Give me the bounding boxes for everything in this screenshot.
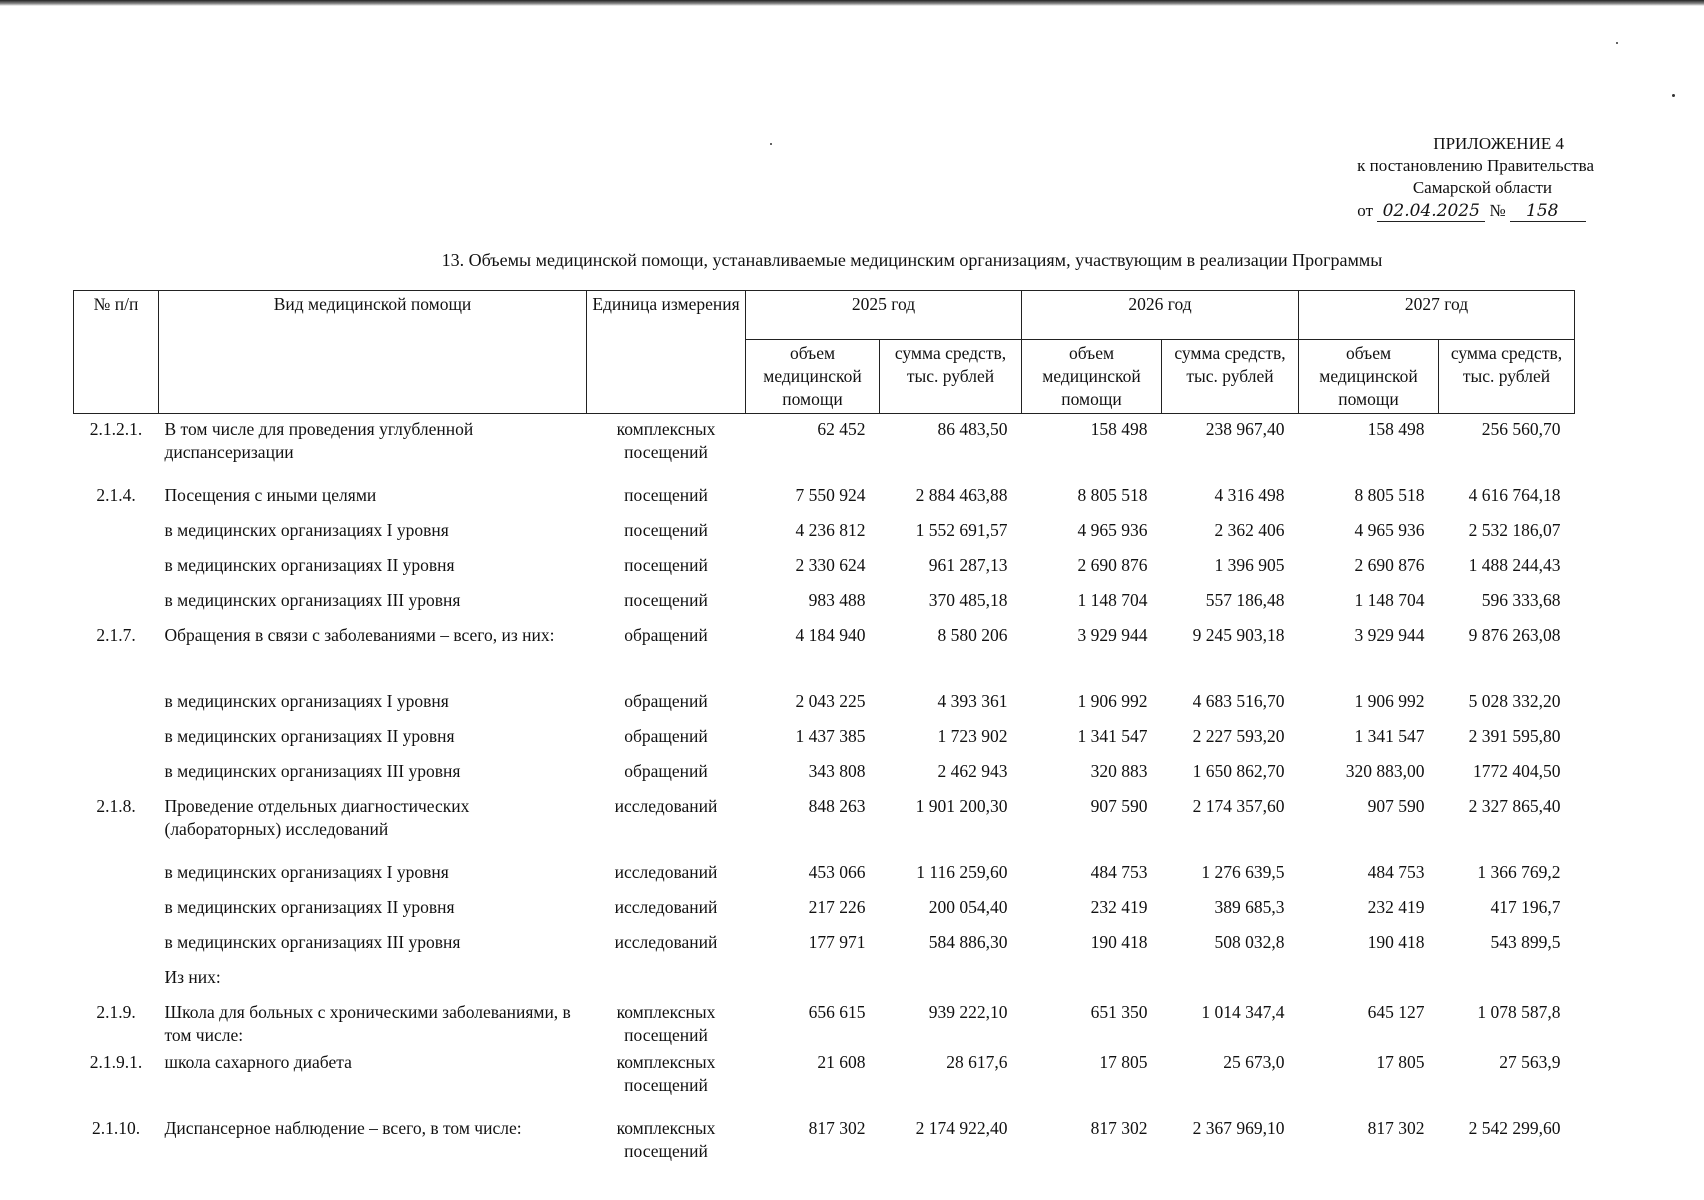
value-2027-sum: 1772 404,50 — [1473, 761, 1561, 781]
scan-speck — [1672, 94, 1675, 97]
row-code: 2.1.2.1. — [89, 419, 143, 439]
header-year-2027: 2027 год — [1299, 291, 1575, 340]
value-2027-volume — [1299, 962, 1439, 997]
value-2025-sum: 8 580 206 — [937, 625, 1008, 645]
value-2027-volume: 3 929 944 — [1354, 625, 1425, 645]
table-row — [74, 515, 1575, 550]
value-2026-volume: 320 883 — [1090, 761, 1148, 781]
table-row — [74, 962, 1575, 997]
row-name: в медицинских организациях II уровня — [164, 555, 455, 575]
row-unit: обращений — [624, 761, 708, 781]
value-2027-sum: 543 899,5 — [1490, 932, 1561, 952]
value-2025-sum: 1 116 259,60 — [916, 862, 1008, 882]
row-code — [74, 756, 159, 791]
value-2027-volume: 2 690 876 — [1354, 555, 1425, 575]
row-unit: посещений — [624, 555, 708, 575]
value-2027-volume: 907 590 — [1367, 796, 1425, 816]
value-2025-sum: 584 886,30 — [928, 932, 1008, 952]
number-label: № — [1489, 201, 1506, 220]
value-2026-volume: 190 418 — [1090, 932, 1148, 952]
appendix-line-3: Самарской области — [1412, 178, 1552, 197]
value-2027-sum: 2 542 299,60 — [1468, 1118, 1561, 1138]
value-2027-volume: 1 148 704 — [1354, 590, 1425, 610]
value-2027-sum — [1439, 962, 1575, 997]
handwritten-date: 02.04.2025 — [1377, 201, 1485, 222]
table-row — [74, 1047, 1575, 1113]
row-code — [74, 550, 159, 585]
row-name: Школа для больных с хроническими заболеваниями, в том числе: — [164, 1002, 571, 1045]
table-row — [74, 686, 1575, 721]
value-2026-sum: 557 186,48 — [1205, 590, 1285, 610]
row-name: Посещения с иными целями — [164, 485, 377, 505]
row-name: Обращения в связи с заболеваниями – всего, из них: — [164, 625, 555, 645]
handwritten-number: 158 — [1510, 201, 1586, 222]
value-2025-sum: 1 901 200,30 — [915, 796, 1008, 816]
value-2026-volume: 1 906 992 — [1077, 691, 1148, 711]
row-unit: обращений — [624, 691, 708, 711]
table-body — [74, 414, 1575, 1180]
value-2027-sum: 2 532 186,07 — [1468, 520, 1561, 540]
row-name: в медицинских организациях II уровня — [164, 726, 455, 746]
value-2026-sum: 238 967,40 — [1205, 419, 1285, 439]
value-2026-sum: 2 367 969,10 — [1192, 1118, 1285, 1138]
header-volume: объем медицинской помощи — [1022, 340, 1162, 414]
row-name: Из них: — [164, 967, 221, 987]
row-code — [74, 892, 159, 927]
table-row — [74, 791, 1575, 857]
value-2026-sum: 1 014 347,4 — [1201, 1002, 1285, 1022]
header-sum: сумма средств, тыс. рублей — [1439, 340, 1575, 414]
table-row — [74, 927, 1575, 962]
value-2027-volume: 190 418 — [1367, 932, 1425, 952]
value-2025-volume: 62 452 — [817, 419, 866, 439]
row-unit: комплексных посещений — [616, 419, 716, 462]
row-name: в медицинских организациях III уровня — [164, 932, 461, 952]
row-unit: обращений — [624, 625, 708, 645]
scan-speck — [1616, 42, 1618, 44]
value-2026-volume: 1 341 547 — [1077, 726, 1148, 746]
value-2025-sum: 1 723 902 — [937, 726, 1008, 746]
value-2027-volume: 1 906 992 — [1354, 691, 1425, 711]
value-2026-volume: 2 690 876 — [1077, 555, 1148, 575]
row-unit: комплексных посещений — [616, 1052, 716, 1095]
table-row — [74, 550, 1575, 585]
value-2025-sum: 4 393 361 — [937, 691, 1008, 711]
row-name: в медицинских организациях I уровня — [164, 691, 449, 711]
row-code: 2.1.8. — [96, 796, 136, 816]
value-2026-sum: 389 685,3 — [1214, 897, 1285, 917]
value-2026-sum: 1 396 905 — [1214, 555, 1285, 575]
value-2027-volume: 17 805 — [1376, 1052, 1425, 1072]
row-unit: посещений — [624, 485, 708, 505]
row-unit: обращений — [624, 726, 708, 746]
row-unit: посещений — [624, 590, 708, 610]
from-label: от — [1357, 201, 1374, 220]
value-2025-sum: 2 462 943 — [937, 761, 1008, 781]
value-2025-sum: 2 174 922,40 — [915, 1118, 1008, 1138]
row-code: 2.1.9.1. — [89, 1052, 143, 1072]
value-2025-volume: 343 808 — [808, 761, 866, 781]
value-2025-sum: 939 222,10 — [928, 1002, 1008, 1022]
value-2027-sum: 1 488 244,43 — [1468, 555, 1561, 575]
value-2025-sum — [880, 962, 1022, 997]
scan-speck — [770, 143, 772, 145]
value-2026-volume: 817 302 — [1090, 1118, 1148, 1138]
value-2026-volume: 4 965 936 — [1077, 520, 1148, 540]
table-row — [74, 1113, 1575, 1179]
header-year-2025: 2025 год — [746, 291, 1022, 340]
row-unit: исследований — [614, 796, 718, 816]
row-code: 2.1.9. — [96, 1002, 136, 1022]
table-row — [74, 620, 1575, 686]
value-2027-volume: 232 419 — [1367, 897, 1425, 917]
value-2027-volume: 817 302 — [1367, 1118, 1425, 1138]
row-name: в медицинских организациях III уровня — [164, 761, 461, 781]
value-2027-sum: 596 333,68 — [1481, 590, 1561, 610]
value-2026-sum: 25 673,0 — [1223, 1052, 1285, 1072]
value-2025-sum: 961 287,13 — [928, 555, 1008, 575]
value-2027-volume: 4 965 936 — [1354, 520, 1425, 540]
value-2026-sum: 2 227 593,20 — [1192, 726, 1285, 746]
scan-top-edge — [0, 0, 1704, 6]
value-2025-volume: 656 615 — [808, 1002, 866, 1022]
table-row — [74, 480, 1575, 515]
appendix-title: ПРИЛОЖЕНИЕ 4 — [1433, 134, 1564, 153]
value-2025-sum: 370 485,18 — [928, 590, 1008, 610]
value-2025-volume: 217 226 — [808, 897, 866, 917]
value-2025-volume: 453 066 — [808, 862, 866, 882]
value-2027-sum: 2 391 595,80 — [1468, 726, 1561, 746]
row-unit: исследований — [614, 862, 718, 882]
value-2027-sum: 27 563,9 — [1499, 1052, 1561, 1072]
value-2027-sum: 9 876 263,08 — [1468, 625, 1561, 645]
header-sum: сумма средств, тыс. рублей — [1162, 340, 1299, 414]
value-2025-volume — [746, 962, 880, 997]
table-row — [74, 721, 1575, 756]
value-2026-volume: 232 419 — [1090, 897, 1148, 917]
value-2027-sum: 256 560,70 — [1481, 419, 1561, 439]
header-sum: сумма средств, тыс. рублей — [880, 340, 1022, 414]
value-2026-volume: 158 498 — [1090, 419, 1148, 439]
value-2025-volume: 4 236 812 — [795, 520, 866, 540]
appendix-line-2: к постановлению Правительства — [1357, 156, 1594, 175]
value-2025-sum: 2 884 463,88 — [915, 485, 1008, 505]
row-code: 2.1.7. — [96, 625, 136, 645]
value-2026-volume: 8 805 518 — [1077, 485, 1148, 505]
value-2026-sum: 4 316 498 — [1214, 485, 1285, 505]
value-2026-volume: 907 590 — [1090, 796, 1148, 816]
row-code: 2.1.4. — [96, 485, 136, 505]
value-2026-sum — [1162, 962, 1299, 997]
row-code — [74, 962, 159, 997]
header-volume: объем медицинской помощи — [1299, 340, 1439, 414]
value-2027-sum: 5 028 332,20 — [1468, 691, 1561, 711]
row-name: Диспансерное наблюдение – всего, в том числе: — [164, 1118, 522, 1138]
appendix-header — [1274, 133, 1594, 222]
value-2025-sum: 200 054,40 — [928, 897, 1008, 917]
value-2025-sum: 86 483,50 — [937, 419, 1008, 439]
value-2025-volume: 817 302 — [808, 1118, 866, 1138]
value-2027-sum: 1 078 587,8 — [1477, 1002, 1561, 1022]
table-row — [74, 414, 1575, 481]
section-title: 13. Объемы медицинской помощи, устанавливаемые медицинским организациям, участвующим в реализации Программы — [441, 250, 1383, 270]
row-code — [74, 515, 159, 550]
value-2025-volume: 21 608 — [817, 1052, 866, 1072]
value-2025-volume: 177 971 — [808, 932, 866, 952]
value-2027-volume: 320 883,00 — [1345, 761, 1425, 781]
row-unit: исследований — [614, 932, 718, 952]
row-code: 2.1.10. — [91, 1118, 141, 1138]
value-2027-volume: 645 127 — [1367, 1002, 1425, 1022]
row-unit: посещений — [624, 520, 708, 540]
table-row — [74, 892, 1575, 927]
header-unit: Единица измерения — [587, 291, 746, 414]
value-2025-volume: 1 437 385 — [795, 726, 866, 746]
value-2027-sum: 417 196,7 — [1490, 897, 1561, 917]
header-num: № п/п — [74, 291, 159, 414]
row-code — [74, 857, 159, 892]
value-2025-volume: 848 263 — [808, 796, 866, 816]
header-year-2026: 2026 год — [1022, 291, 1299, 340]
value-2027-volume: 158 498 — [1367, 419, 1425, 439]
row-name: Проведение отдельных диагностических (лабораторных) исследований — [164, 796, 470, 839]
value-2026-volume: 17 805 — [1099, 1052, 1148, 1072]
row-unit: комплексных посещений — [616, 1002, 716, 1045]
value-2027-sum: 4 616 764,18 — [1468, 485, 1561, 505]
value-2025-volume: 2 043 225 — [795, 691, 866, 711]
value-2026-sum: 2 362 406 — [1214, 520, 1285, 540]
row-name: в медицинских организациях II уровня — [164, 897, 455, 917]
volumes-table — [73, 290, 1575, 1179]
value-2025-volume: 7 550 924 — [795, 485, 866, 505]
row-unit: комплексных посещений — [616, 1118, 716, 1161]
appendix-date-line — [1274, 200, 1594, 222]
table-row — [74, 585, 1575, 620]
value-2026-volume: 651 350 — [1090, 1002, 1148, 1022]
row-name: школа сахарного диабета — [164, 1052, 352, 1072]
value-2026-volume: 1 148 704 — [1077, 590, 1148, 610]
value-2027-sum: 1 366 769,2 — [1477, 862, 1561, 882]
value-2026-volume: 3 929 944 — [1077, 625, 1148, 645]
value-2026-sum: 508 032,8 — [1214, 932, 1285, 952]
table-row — [74, 756, 1575, 791]
value-2027-volume: 1 341 547 — [1354, 726, 1425, 746]
row-code — [74, 686, 159, 721]
table-row — [74, 997, 1575, 1047]
value-2027-volume: 8 805 518 — [1354, 485, 1425, 505]
value-2026-volume: 484 753 — [1090, 862, 1148, 882]
value-2025-volume: 2 330 624 — [795, 555, 866, 575]
header-volume: объем медицинской помощи — [746, 340, 880, 414]
row-unit: исследований — [614, 897, 718, 917]
row-unit — [587, 962, 746, 997]
row-name: в медицинских организациях I уровня — [164, 520, 449, 540]
value-2025-sum: 28 617,6 — [946, 1052, 1008, 1072]
row-code — [74, 585, 159, 620]
table-row — [74, 857, 1575, 892]
value-2026-sum: 1 650 862,70 — [1192, 761, 1285, 781]
row-name: в медицинских организациях III уровня — [164, 590, 461, 610]
row-name: В том числе для проведения углубленной диспансеризации — [164, 419, 474, 462]
header-kind: Вид медицинской помощи — [159, 291, 587, 414]
row-name: в медицинских организациях I уровня — [164, 862, 449, 882]
value-2027-sum: 2 327 865,40 — [1468, 796, 1561, 816]
row-code — [74, 927, 159, 962]
value-2025-sum: 1 552 691,57 — [915, 520, 1008, 540]
value-2026-sum: 4 683 516,70 — [1192, 691, 1285, 711]
value-2026-volume — [1022, 962, 1162, 997]
value-2026-sum: 2 174 357,60 — [1192, 796, 1285, 816]
row-code — [74, 721, 159, 756]
value-2026-sum: 9 245 903,18 — [1192, 625, 1285, 645]
value-2025-volume: 983 488 — [808, 590, 866, 610]
value-2026-sum: 1 276 639,5 — [1201, 862, 1285, 882]
value-2027-volume: 484 753 — [1367, 862, 1425, 882]
value-2025-volume: 4 184 940 — [795, 625, 866, 645]
